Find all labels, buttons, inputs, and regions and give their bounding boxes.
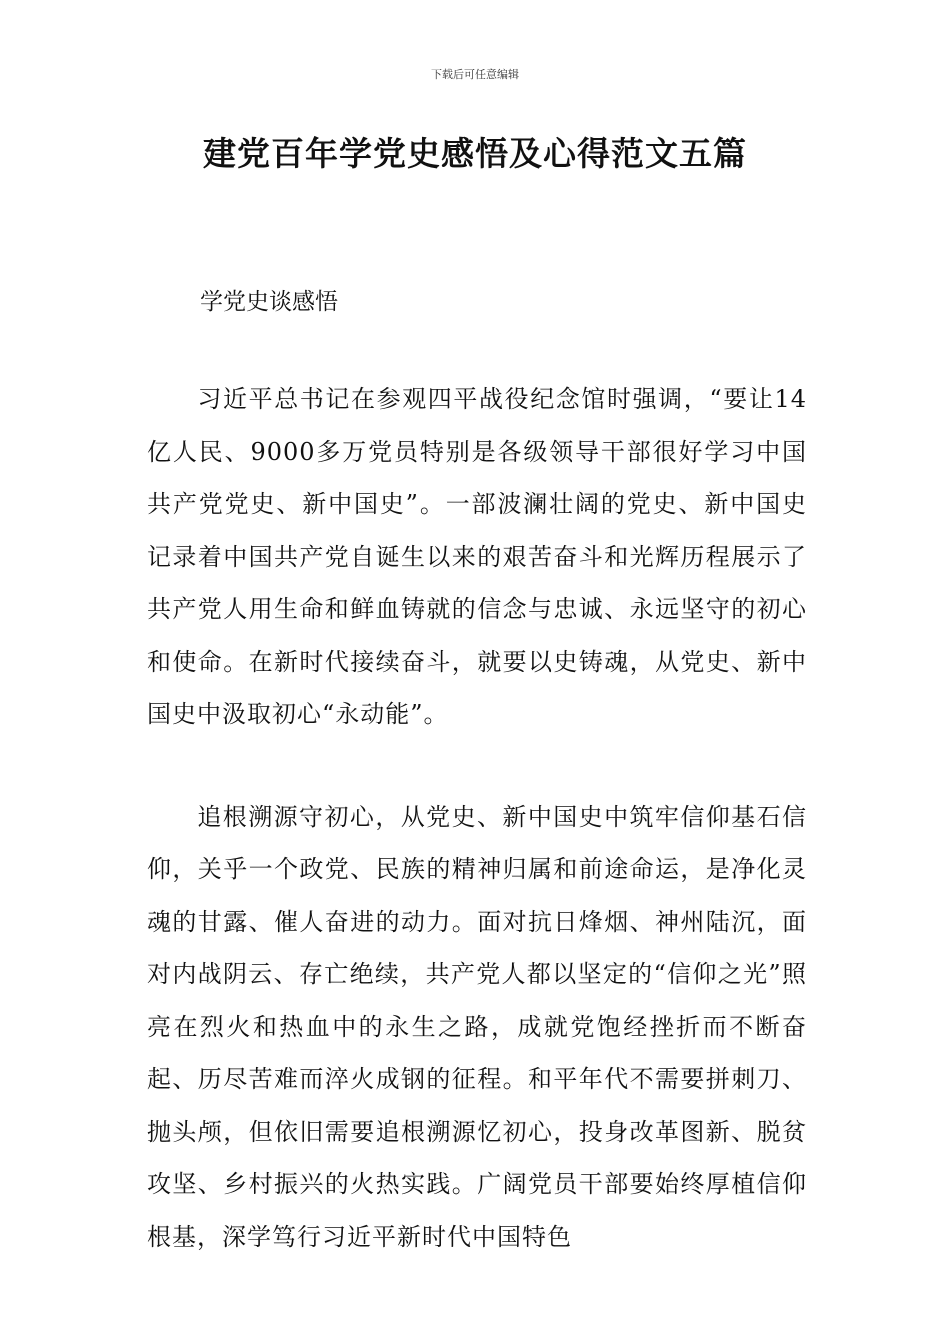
paragraph-2: 追根溯源守初心，从党史、新中国史中筑牢信仰基石信仰，关乎一个政党、民族的精神归属和前途命运，是净化灵魂的甘露、催人奋进的动力。面对抗日烽烟、神州陆沉，面对内战阴云、存亡绝续，共产党人都以坚定的“信仰之光”照亮在烈火和热血中的永生之路，成就党饱经挫折而不断奋起、历尽苦难而淬火成钢的征程。和平年代不需要拼刺刀、抛头颅，但依旧需要追根溯源忆初心，投身改革图新、脱贫攻坚、乡村振兴的火热实践。广阔党员干部要始终厚植信仰根基，深学笃行习近平新时代中国特色 <box>147 802 807 1251</box>
document-title: 建党百年学党史感悟及心得范文五篇 <box>203 134 747 173</box>
section-heading: 学党史谈感悟 <box>200 289 338 315</box>
spacer <box>147 741 807 791</box>
document-body <box>147 276 807 1263</box>
paragraph-1: 习近平总书记在参观四平战役纪念馆时强调，“要让14亿人民、9000多万党员特别是各级领导干部很好学习中国共产党党史、新中国史”。一部波澜壮阔的党史、新中国史记录着中国共产党自诞生以来的艰苦奋斗和光辉历程展示了共产党人用生命和鲜血铸就的信念与忠诚、永远坚守的初心和使命。在新时代接续奋斗，就要以史铸魂，从党史、新中国史中汲取初心“永动能”。 <box>147 385 807 728</box>
header-note: 下载后可任意编辑 <box>431 68 519 81</box>
spacer <box>147 328 807 373</box>
